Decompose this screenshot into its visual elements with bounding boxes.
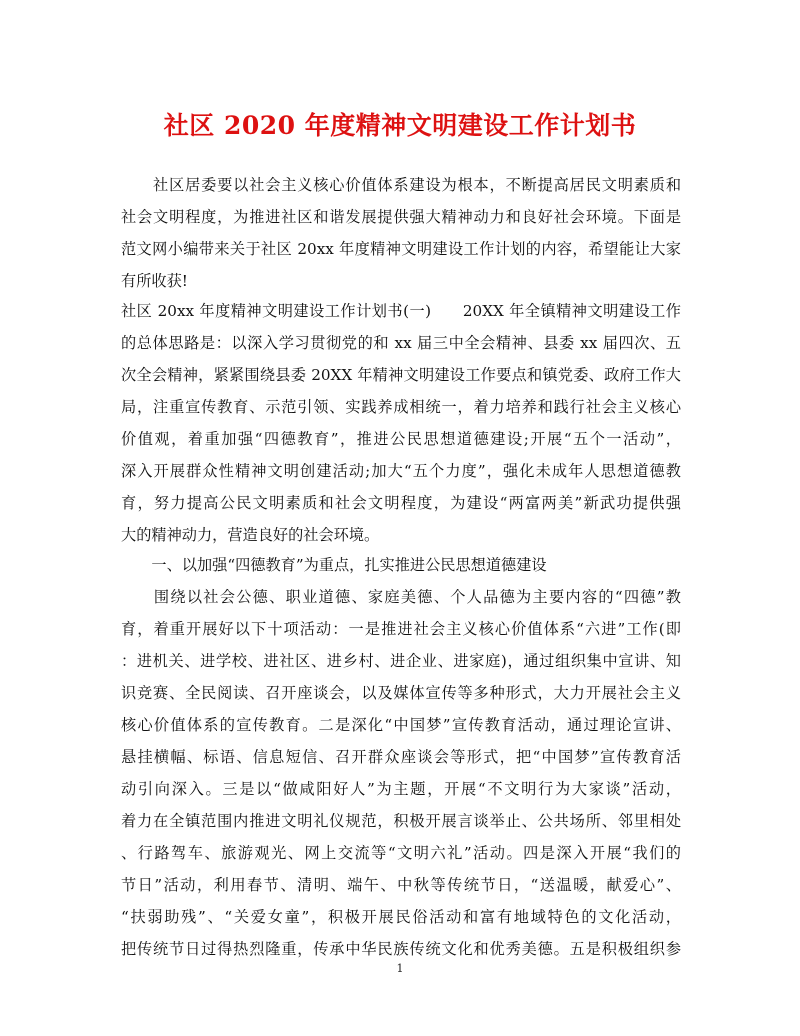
body-line: 育，努力提高公民文明素质和社会文明程度，为建设“两富两美”新武功提供强 xyxy=(121,494,681,512)
body-line: 局，注重宣传教育、示范引领、实践养成相统一，着力培养和践行社会主义核心 xyxy=(121,398,681,416)
document-title: 社区 2020 年度精神文明建设工作计划书 xyxy=(163,111,637,140)
body-line: 深入开展群众性精神文明创建活动;加大“五个力度”，强化未成年人思想道德教 xyxy=(121,462,681,480)
body-line: 悬挂横幅、标语、信息短信、召开群众座谈会等形式，把“中国梦”宣传教育活 xyxy=(121,748,681,766)
body-line: 次全会精神，紧紧围绕县委 20XX 年精神文明建设工作要点和镇党委、政府工作大 xyxy=(121,366,681,384)
body-line: “扶弱助残”、“关爱女童”，积极开展民俗活动和富有地域特色的文化活动， xyxy=(121,908,681,926)
body-line: 节日”活动，利用春节、清明、端午、中秋等传统节日，“送温暖，献爱心”、 xyxy=(121,876,681,894)
body-line: 动引向深入。三是以“做咸阳好人”为主题，开展“不文明行为大家谈”活动， xyxy=(121,780,681,798)
body-line: 的总体思路是：以深入学习贯彻党的和 xx 届三中全会精神、县委 xx 届四次、五 xyxy=(121,334,681,352)
body-line: 把传统节日过得热烈隆重，传承中华民族传统文化和优秀美德。五是积极组织参 xyxy=(121,940,681,958)
body-line: ：进机关、进学校、进社区、进乡村、进企业、进家庭)，通过组织集中宣讲、知 xyxy=(121,652,681,670)
body-line: 核心价值体系的宣传教育。二是深化“中国梦”宣传教育活动，通过理论宣讲、 xyxy=(121,716,681,734)
page-number: 1 xyxy=(396,962,404,975)
body-line: 、行路驾车、旅游观光、网上交流等“文明六礼”活动。四是深入开展“我们的 xyxy=(121,844,681,862)
section-heading: 一、以加强“四德教育”为重点，扎实推进公民思想道德建设 xyxy=(121,556,547,574)
body-line: 社区 20xx 年度精神文明建设工作计划书(一) 20XX 年全镇精神文明建设工作 xyxy=(121,302,681,320)
body-line: 识竞赛、全民阅读、召开座谈会，以及媒体宣传等多种形式，大力开展社会主义 xyxy=(121,684,681,702)
body-line: 有所收获! xyxy=(121,272,188,290)
body-line: 社区居委要以社会主义核心价值体系建设为根本，不断提高居民文明素质和 xyxy=(121,176,681,194)
body-line: 围绕以社会公德、职业道德、家庭美德、个人品德为主要内容的“四德”教 xyxy=(121,588,681,606)
body-line: 育，着重开展好以下十项活动：一是推进社会主义核心价值体系“六进”工作(即 xyxy=(121,620,681,638)
body-line: 社会文明程度，为推进社区和谐发展提供强大精神动力和良好社会环境。下面是 xyxy=(121,208,681,226)
body-line: 价值观，着重加强“四德教育”，推进公民思想道德建设;开展“五个一活动”， xyxy=(121,430,681,448)
body-line: 范文网小编带来关于社区 20xx 年度精神文明建设工作计划的内容，希望能让大家 xyxy=(121,240,681,258)
body-line: 大的精神动力，营造良好的社会环境。 xyxy=(121,526,380,544)
body-line: 着力在全镇范围内推进文明礼仪规范，积极开展言谈举止、公共场所、邻里相处 xyxy=(121,812,681,830)
